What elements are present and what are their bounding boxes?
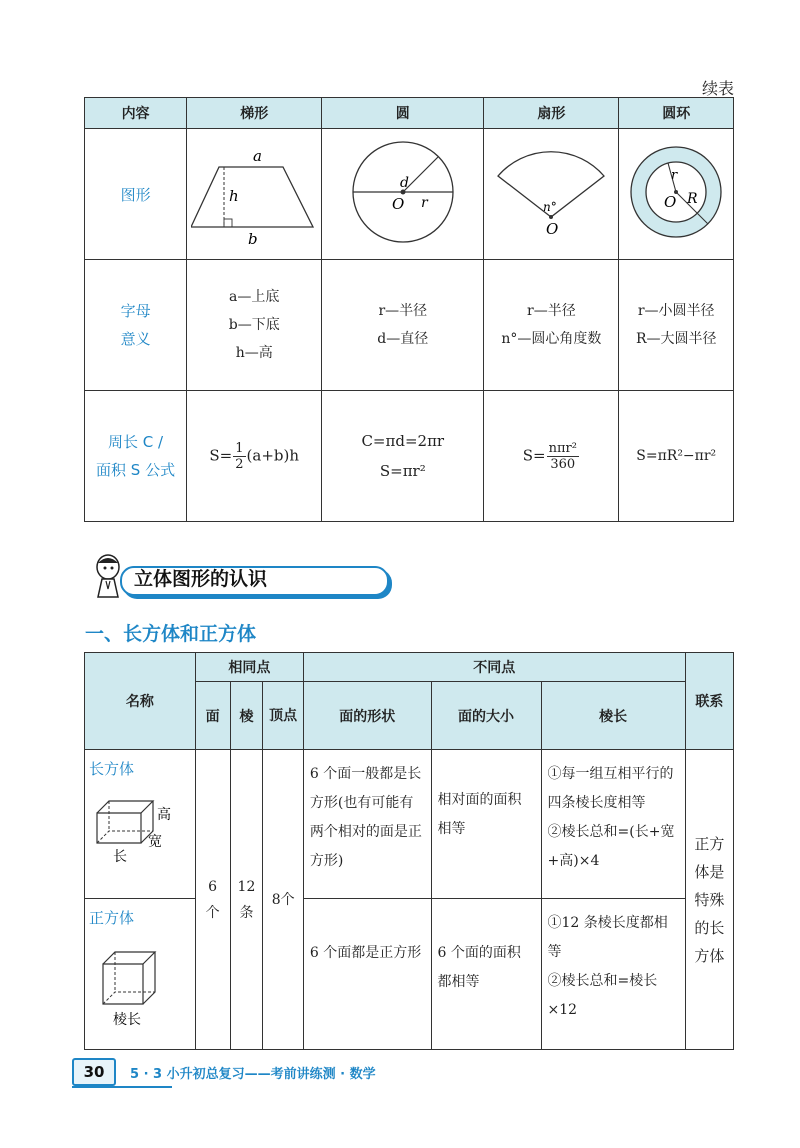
sector-figure-cell (484, 129, 619, 260)
circle-radius-label: r (420, 195, 428, 211)
annulus-big-radius-label: R (687, 191, 698, 207)
relation-text: 正方体是特殊的长方体 (685, 750, 733, 1050)
section-banner (88, 553, 318, 599)
subheader-face-shape: 面的形状 (303, 682, 431, 750)
circle-figure-cell (322, 129, 484, 260)
cuboid-width-label: 宽 (148, 834, 162, 850)
header-same: 相同点 (195, 653, 303, 682)
cube-name-cell (85, 899, 196, 1050)
section-banner-text: 立体图形的认识 (134, 568, 268, 590)
cube-face-size: 6 个面的面积都相等 (431, 899, 541, 1050)
page-number-box (72, 1058, 116, 1086)
cuboid-edge-rule-1: ①每一组互相平行的四条棱长度相等 (547, 766, 674, 811)
sector-formula-denominator: 360 (550, 456, 576, 472)
header-name: 名称 (85, 653, 196, 750)
cuboid-figure (89, 791, 189, 871)
cube-edge-rule-1: ①12 条棱长度都相等 (547, 915, 668, 960)
formula-label-2: 面积 S 公式 (96, 461, 176, 479)
book-title: 5 · 3 小升初总复习——考前讲练测 · 数学 (130, 1066, 376, 1082)
trapezoid-figure (191, 137, 317, 247)
circle-figure (328, 137, 478, 247)
annulus-figure-cell (619, 129, 734, 260)
cuboid-length-label: 长 (113, 849, 127, 865)
trapezoid-formula-prefix: S= (209, 446, 233, 464)
annulus-letter-big: R—大圆半径 (635, 331, 717, 347)
cube-edge-length (541, 899, 685, 1050)
cuboid-face-size: 相对面的面积相等 (431, 750, 541, 899)
cuboid-name: 长方体 (89, 760, 135, 778)
figure-label: 图形 (120, 185, 151, 204)
formula-label-1: 周长 C / (108, 433, 164, 451)
trapezoid-bottom-label: b (248, 230, 258, 247)
subheader-face-size: 面的大小 (431, 682, 541, 750)
cube-name: 正方体 (89, 909, 135, 927)
common-faces: 6个 (195, 750, 230, 1050)
cube-face-shape: 6 个面都是正方形 (303, 899, 431, 1050)
trapezoid-letter-top: a—上底 (229, 289, 280, 305)
sector-formula-prefix: S= (522, 446, 546, 464)
annulus-center-label: O (664, 193, 677, 211)
annulus-small-radius-label: r (671, 168, 678, 183)
letters-label-1: 字母 (120, 302, 151, 320)
sector-letters (484, 260, 619, 391)
page-number: 30 (83, 1063, 105, 1081)
trapezoid-letter-bottom: b—下底 (228, 317, 280, 333)
header-circle: 圆 (322, 98, 484, 129)
trapezoid-formula-numerator: 1 (235, 440, 244, 456)
sector-figure (488, 137, 614, 247)
cuboid-edge-length (541, 750, 685, 899)
row-label-letters (85, 260, 187, 391)
trapezoid-letters (187, 260, 322, 391)
subheader-faces: 面 (195, 682, 230, 750)
common-vertices: 8个 (263, 750, 304, 1050)
row-label-formulas (85, 391, 187, 522)
cube-edge-label: 棱长 (113, 1012, 141, 1028)
cube-figure (89, 942, 189, 1032)
sector-letter-angle: n°—圆心角度数 (501, 331, 602, 347)
trapezoid-height-label: h (229, 187, 239, 205)
trapezoid-formula-denominator: 2 (235, 456, 244, 472)
annulus-letter-small: r—小圆半径 (637, 303, 715, 319)
subheader-edge-length: 棱长 (541, 682, 685, 750)
trapezoid-letter-height: h—高 (235, 345, 273, 361)
row-label-figure (85, 129, 187, 260)
header-content: 内容 (85, 98, 187, 129)
annulus-letters (619, 260, 734, 391)
sector-formula (484, 391, 619, 522)
circle-area-formula: S=πr² (379, 462, 426, 480)
footer-rule (72, 1086, 172, 1088)
plane-figures-table (84, 97, 734, 522)
cuboid-name-cell (85, 750, 196, 899)
page-footer (72, 1058, 376, 1086)
cuboid-height-label: 高 (157, 807, 171, 823)
cube-edge-rule-2: ②棱长总和=棱长×12 (547, 973, 658, 1018)
sector-angle-label: n° (543, 200, 558, 214)
circle-letter-diameter: d—直径 (377, 331, 429, 347)
header-diff: 不同点 (303, 653, 685, 682)
trapezoid-top-label: a (253, 147, 263, 165)
annulus-figure (623, 137, 729, 247)
circle-diameter-label: d (399, 175, 409, 191)
circle-letters (322, 260, 484, 391)
circle-letter-radius: r—半径 (378, 303, 428, 319)
sector-center-label: O (546, 220, 559, 238)
section-title: 一、长方体和正方体 (85, 623, 257, 645)
solid-figures-table (84, 652, 734, 1050)
header-annulus: 圆环 (619, 98, 734, 129)
subheader-edges: 棱 (230, 682, 263, 750)
trapezoid-figure-cell (187, 129, 322, 260)
header-relation: 联系 (685, 653, 733, 750)
subheader-vertices: 顶点 (263, 682, 304, 750)
letters-label-2: 意义 (120, 330, 151, 348)
cuboid-edge-rule-2: ②棱长总和=(长+宽+高)×4 (547, 824, 675, 869)
circle-formulas (322, 391, 484, 522)
common-edges: 12条 (230, 750, 263, 1050)
header-sector: 扇形 (484, 98, 619, 129)
sector-letter-radius: r—半径 (527, 303, 576, 319)
circle-perimeter-formula: C=πd=2πr (361, 432, 445, 450)
trapezoid-formula-suffix: (a+b)h (246, 446, 300, 464)
trapezoid-formula (187, 391, 322, 522)
annulus-formula: S=πR²−πr² (619, 391, 734, 522)
continued-label: 续表 (701, 79, 734, 98)
sector-formula-numerator: nπr² (548, 440, 577, 456)
header-trapezoid: 梯形 (187, 98, 322, 129)
circle-center-label: O (391, 195, 405, 213)
cuboid-face-shape: 6 个面一般都是长方形(也有可能有两个相对的面是正方形) (303, 750, 431, 899)
